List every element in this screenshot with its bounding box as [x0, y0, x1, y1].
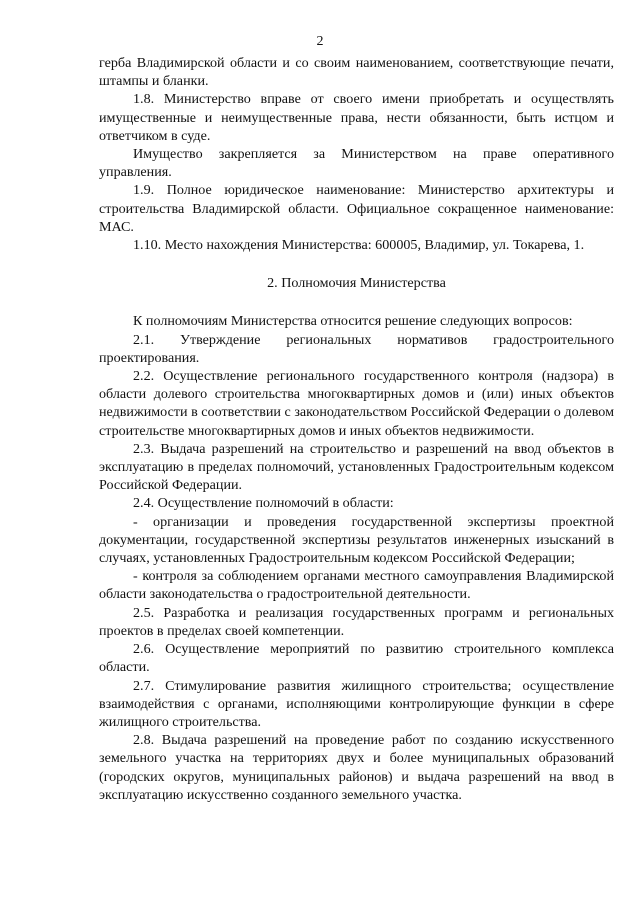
page-number: 2: [316, 34, 324, 49]
paragraph-2-4: 2.4. Осуществление полномочий в области:: [133, 495, 394, 512]
paragraph-2-1: 2.1. Утверждение региональных нормативов градостроительного проектирования.: [99, 331, 614, 366]
paragraph-2-7: 2.7. Стимулирование развития жилищного строительства; осуществление взаимодействия с органами, исполняющими контролирующие функции в сфере жилищного строительства.: [99, 677, 614, 730]
paragraph-2-4-item-2: - контроля за соблюдением органами местного самоуправления Владимирской области законодательства о градостроительной деятельности.: [99, 568, 614, 603]
paragraph-2-4-item-1: - организации и проведения государственной экспертизы проектной документации, государственной экспертизы результатов инженерных изысканий в случаях, установленных Градостроительным кодексом Российской Федерации;: [99, 513, 614, 567]
paragraph-1-10: 1.10. Место нахождения Министерства: 600005, Владимир, ул. Токарева, 1.: [133, 237, 585, 254]
paragraph-intro: К полномочиям Министерства относится решение следующих вопросов:: [133, 313, 573, 330]
document-body: [99, 54, 614, 804]
section-gap: [99, 254, 614, 264]
paragraph-2-3: 2.3. Выдача разрешений на строительство и разрешений на ввод объектов в эксплуатацию в пределах полномочий, установленных Градостроительным кодексом Российской Федерации.: [99, 440, 614, 494]
paragraph-1-9: 1.9. Полное юридическое наименование: Министерство архитектуры и строительства Владимирской области. Официальное сокращенное наименование: МАС.: [99, 182, 614, 235]
paragraph-continuation: герба Владимирской области и со своим наименованием, соответствующие печати, штампы и бланки.: [99, 55, 614, 90]
paragraph-1-8: 1.8. Министерство вправе от своего имени приобретать и осуществлять имущественные и неимущественные права, нести обязанности, быть истцом и ответчиком в суде.: [99, 91, 614, 144]
paragraph-2-8: 2.8. Выдача разрешений на проведение работ по созданию искусственного земельного участка на территориях двух и более муниципальных образований (городских округов, муниципальных районов) и выдача разрешений на ввод в эксплуатацию искусственно созданного земельного участка.: [99, 732, 614, 803]
section-title: 2. Полномочия Министерства: [267, 275, 446, 292]
paragraph-2-2: 2.2. Осуществление регионального государственного контроля (надзора) в области долевого строительства многоквартирных домов и (или) иных объектов недвижимости в соответствии с законодательством Российской Федерации о долевом строительстве многоквартирных домов и иных объектов недвижимости.: [99, 368, 614, 439]
paragraph-property: Имущество закрепляется за Министерством на праве оперативного управления.: [99, 146, 614, 181]
paragraph-2-6: 2.6. Осуществление мероприятий по развитию строительного комплекса области.: [99, 641, 614, 676]
paragraph-2-5: 2.5. Разработка и реализация государственных программ и региональных проектов в пределах своей компетенции.: [99, 604, 614, 639]
